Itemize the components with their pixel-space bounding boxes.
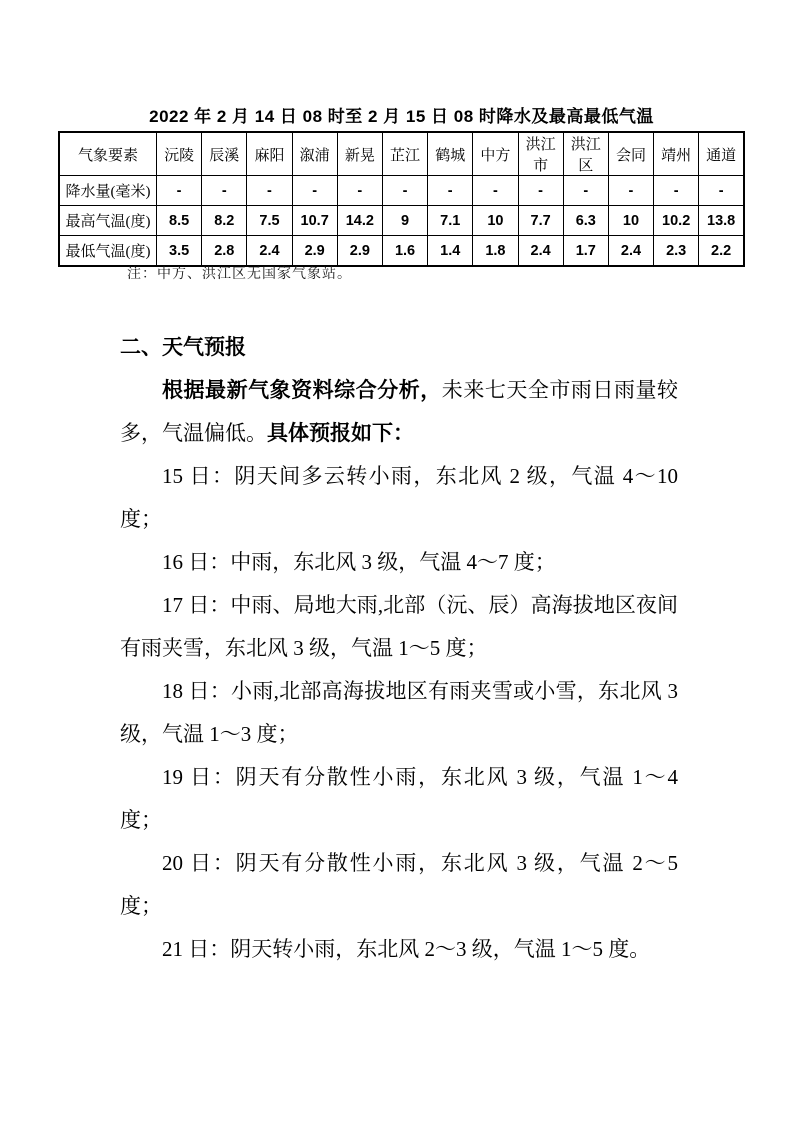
table-cell: - bbox=[473, 176, 518, 206]
table-cell: 7.7 bbox=[518, 206, 563, 236]
column-header: 靖州 bbox=[654, 132, 699, 176]
table-body bbox=[59, 176, 744, 267]
table-cell: - bbox=[518, 176, 563, 206]
table-cell: - bbox=[157, 176, 202, 206]
row-label: 最高气温(度) bbox=[59, 206, 157, 236]
table-note: 注：中方、洪江区无国家气象站。 bbox=[127, 267, 352, 282]
table-cell: 7.5 bbox=[247, 206, 292, 236]
table-cell: 10.2 bbox=[654, 206, 699, 236]
forecast-line: 15 日：阴天间多云转小雨，东北风 2 级，气温 4～10 度； bbox=[120, 464, 678, 531]
column-header: 麻阳 bbox=[247, 132, 292, 176]
intro-bold-tail: 具体预报如下： bbox=[267, 422, 414, 445]
weather-table bbox=[58, 131, 745, 267]
table-cell: - bbox=[563, 176, 608, 206]
table-cell: - bbox=[428, 176, 473, 206]
row-label: 降水量(毫米) bbox=[59, 176, 157, 206]
intro-bold-lead: 根据最新气象资料综合分析， bbox=[162, 379, 442, 402]
table-row bbox=[59, 176, 744, 206]
table-cell: - bbox=[382, 176, 427, 206]
column-header: 辰溪 bbox=[202, 132, 247, 176]
table-cell: 10 bbox=[608, 206, 653, 236]
forecast-section bbox=[120, 326, 678, 971]
column-header: 溆浦 bbox=[292, 132, 337, 176]
column-header: 会同 bbox=[608, 132, 653, 176]
table-cell: 2.8 bbox=[202, 236, 247, 267]
table-cell: - bbox=[654, 176, 699, 206]
forecast-line: 18 日：小雨,北部高海拔地区有雨夹雪或小雪，东北风 3 级，气温 1～3 度； bbox=[120, 679, 678, 746]
forecast-line: 20 日：阴天有分散性小雨，东北风 3 级，气温 2～5 度； bbox=[120, 851, 678, 918]
table-cell: 2.9 bbox=[337, 236, 382, 267]
table-cell: 10 bbox=[473, 206, 518, 236]
table-title: 2022 年 2 月 14 日 08 时至 2 月 15 日 08 时降水及最高最低气温 bbox=[149, 107, 654, 126]
table-cell: 1.4 bbox=[428, 236, 473, 267]
column-header: 新晃 bbox=[337, 132, 382, 176]
forecast-line: 17 日：中雨、局地大雨,北部（沅、辰）高海拔地区夜间有雨夹雪，东北风 3 级，气温 1～5 度； bbox=[120, 593, 678, 660]
table-cell: 7.1 bbox=[428, 206, 473, 236]
table-cell: 14.2 bbox=[337, 206, 382, 236]
table-cell: 2.9 bbox=[292, 236, 337, 267]
table-row bbox=[59, 206, 744, 236]
table-cell: 2.4 bbox=[608, 236, 653, 267]
section-heading: 二、天气预报 bbox=[120, 336, 246, 359]
table-cell: 1.8 bbox=[473, 236, 518, 267]
column-header: 沅陵 bbox=[157, 132, 202, 176]
table-cell: - bbox=[292, 176, 337, 206]
row-label: 最低气温(度) bbox=[59, 236, 157, 267]
forecast-line: 16 日：中雨，东北风 3 级，气温 4～7 度； bbox=[162, 550, 556, 574]
table-cell: 8.5 bbox=[157, 206, 202, 236]
table-cell: - bbox=[337, 176, 382, 206]
table-cell: 2.4 bbox=[518, 236, 563, 267]
table-cell: 1.6 bbox=[382, 236, 427, 267]
table-cell: - bbox=[699, 176, 744, 206]
table-row bbox=[59, 236, 744, 267]
forecast-line: 21 日：阴天转小雨，东北风 2～3 级，气温 1～5 度。 bbox=[162, 937, 651, 961]
column-header: 洪江区 bbox=[563, 132, 608, 176]
column-header: 通道 bbox=[699, 132, 744, 176]
column-header: 芷江 bbox=[382, 132, 427, 176]
table-cell: 6.3 bbox=[563, 206, 608, 236]
intro-paragraph bbox=[120, 369, 678, 455]
table-cell: 1.7 bbox=[563, 236, 608, 267]
table-cell: - bbox=[608, 176, 653, 206]
table-cell: 8.2 bbox=[202, 206, 247, 236]
table-cell: 2.3 bbox=[654, 236, 699, 267]
table-cell: 13.8 bbox=[699, 206, 744, 236]
table-cell: 10.7 bbox=[292, 206, 337, 236]
table-cell: 2.4 bbox=[247, 236, 292, 267]
forecast-line: 19 日：阴天有分散性小雨，东北风 3 级，气温 1～4 度； bbox=[120, 765, 678, 832]
table-header-row bbox=[59, 132, 744, 176]
column-header: 洪江市 bbox=[518, 132, 563, 176]
table-cell: - bbox=[247, 176, 292, 206]
intro-regular-text: 未来七天全市雨日雨量较多，气温偏低。 bbox=[120, 378, 679, 445]
column-header: 气象要素 bbox=[59, 132, 157, 176]
forecast-list bbox=[120, 455, 678, 971]
table-cell: 3.5 bbox=[157, 236, 202, 267]
table-cell: 2.2 bbox=[699, 236, 744, 267]
column-header: 鹤城 bbox=[428, 132, 473, 176]
column-header: 中方 bbox=[473, 132, 518, 176]
table-cell: 9 bbox=[382, 206, 427, 236]
table-cell: - bbox=[202, 176, 247, 206]
